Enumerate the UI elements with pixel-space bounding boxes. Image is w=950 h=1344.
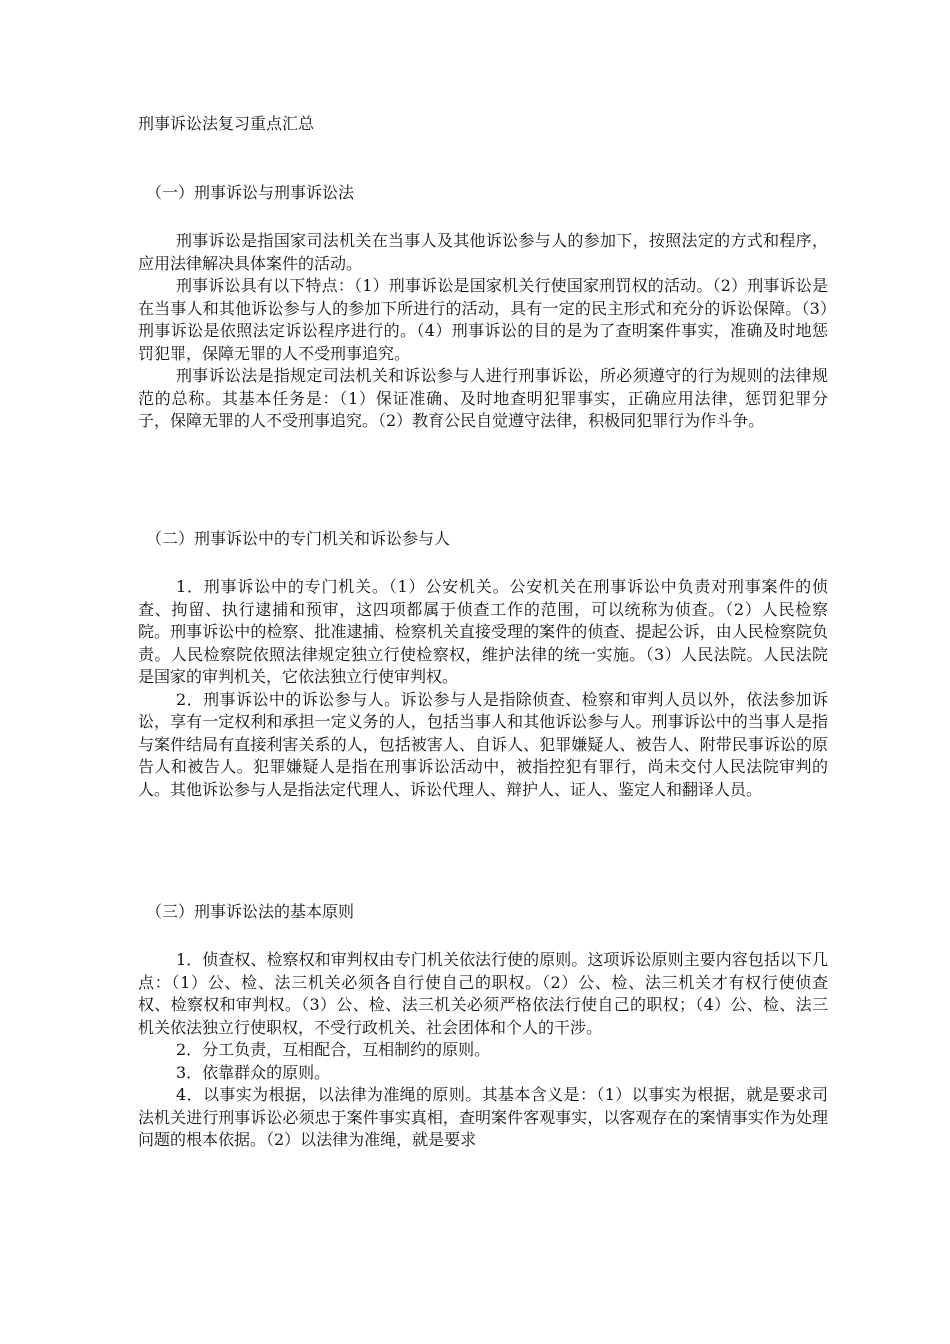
section-heading: （三）刑事诉讼法的基本原则 [146, 902, 355, 921]
section-heading: （二）刑事诉讼中的专门机关和诉讼参与人 [146, 529, 451, 548]
section-basic-principles [138, 900, 828, 1152]
document-title: 刑事诉讼法复习重点汇总 [138, 114, 315, 133]
paragraph: 1．侦查权、检察权和审判权由专门机关依法行使的原则。这项诉讼原则主要内容包括以下几点：（1）公、检、法三机关必须各自行使自己的职权。（2）公、检、法三机关才有权行使侦查权、检察权和审判权。（3）公、检、法三机关必须严格依法行使自己的职权；（4）公、检、法三机关依法独立行使职权，不受行政机关、社会团体和个人的干涉。 [138, 950, 828, 1037]
section-criminal-litigation [138, 181, 828, 433]
paragraph: 刑事诉讼具有以下特点：（1）刑事诉讼是国家机关行使国家刑罚权的活动。（2）刑事诉讼是在当事人和其他诉讼参与人的参加下所进行的活动，具有一定的民主形式和充分的诉讼保障。（3）刑事诉讼是依照法定诉讼程序进行的。（4）刑事诉讼的目的是为了查明案件事实，准确及时地惩罚犯罪，保障无罪的人不受刑事追究。 [138, 276, 828, 363]
paragraph: 刑事诉讼法是指规定司法机关和诉讼参与人进行刑事诉讼，所必须遵守的行为规则的法律规范的总称。其基本任务是：（1）保证准确、及时地查明犯罪事实，正确应用法律，惩罚犯罪分子，保障无罪的人不受刑事追究。（2）教育公民自觉遵守法律，积极同犯罪行为作斗争。 [138, 366, 828, 430]
paragraph: 4．以事实为根据，以法律为准绳的原则。其基本含义是：（1）以事实为根据，就是要求司法机关进行刑事诉讼必须忠于案件事实真相，查明案件客观事实，以客观存在的案情事实作为处理问题的根本依据。（2）以法律为准绳，就是要求 [138, 1085, 828, 1149]
paragraph: 1．刑事诉讼中的专门机关。（1）公安机关。公安机关在刑事诉讼中负责对刑事案件的侦查、拘留、执行逮捕和预审，这四项都属于侦查工作的范围，可以统称为侦查。（2）人民检察院。刑事诉讼中的检察、批准逮捕、检察机关直接受理的案件的侦查、提起公诉，由人民检察院负责。人民检察院依照法律规定独立行使检察权，维护法律的统一实施。（3）人民法院。人民法院是国家的审判机关，它依法独立行使审判权。 [138, 577, 828, 686]
paragraph: 3．依靠群众的原则。 [176, 1062, 331, 1082]
paragraph: 2．分工负责，互相配合，互相制约的原则。 [176, 1040, 491, 1059]
paragraph: 刑事诉讼是指国家司法机关在当事人及其他诉讼参与人的参加下，按照法定的方式和程序，应用法律解决具体案件的活动。 [138, 231, 828, 273]
section-organs-and-participants [138, 527, 828, 801]
section-heading: （一）刑事诉讼与刑事诉讼法 [146, 183, 355, 202]
paragraph: 2．刑事诉讼中的诉讼参与人。诉讼参与人是指除侦查、检察和审判人员以外，依法参加诉讼，享有一定权利和承担一定义务的人，包括当事人和其他诉讼参与人。刑事诉讼中的当事人是指与案件结局有直接利害关系的人，包括被害人、自诉人、犯罪嫌疑人、被告人、附带民事诉讼的原告人和被告人。犯罪嫌疑人是指在刑事诉讼活动中，被指控犯有罪行，尚未交付人民法院审判的人。其他诉讼参与人是指法定代理人、诉讼代理人、辩护人、证人、鉴定人和翻译人员。 [138, 689, 828, 799]
